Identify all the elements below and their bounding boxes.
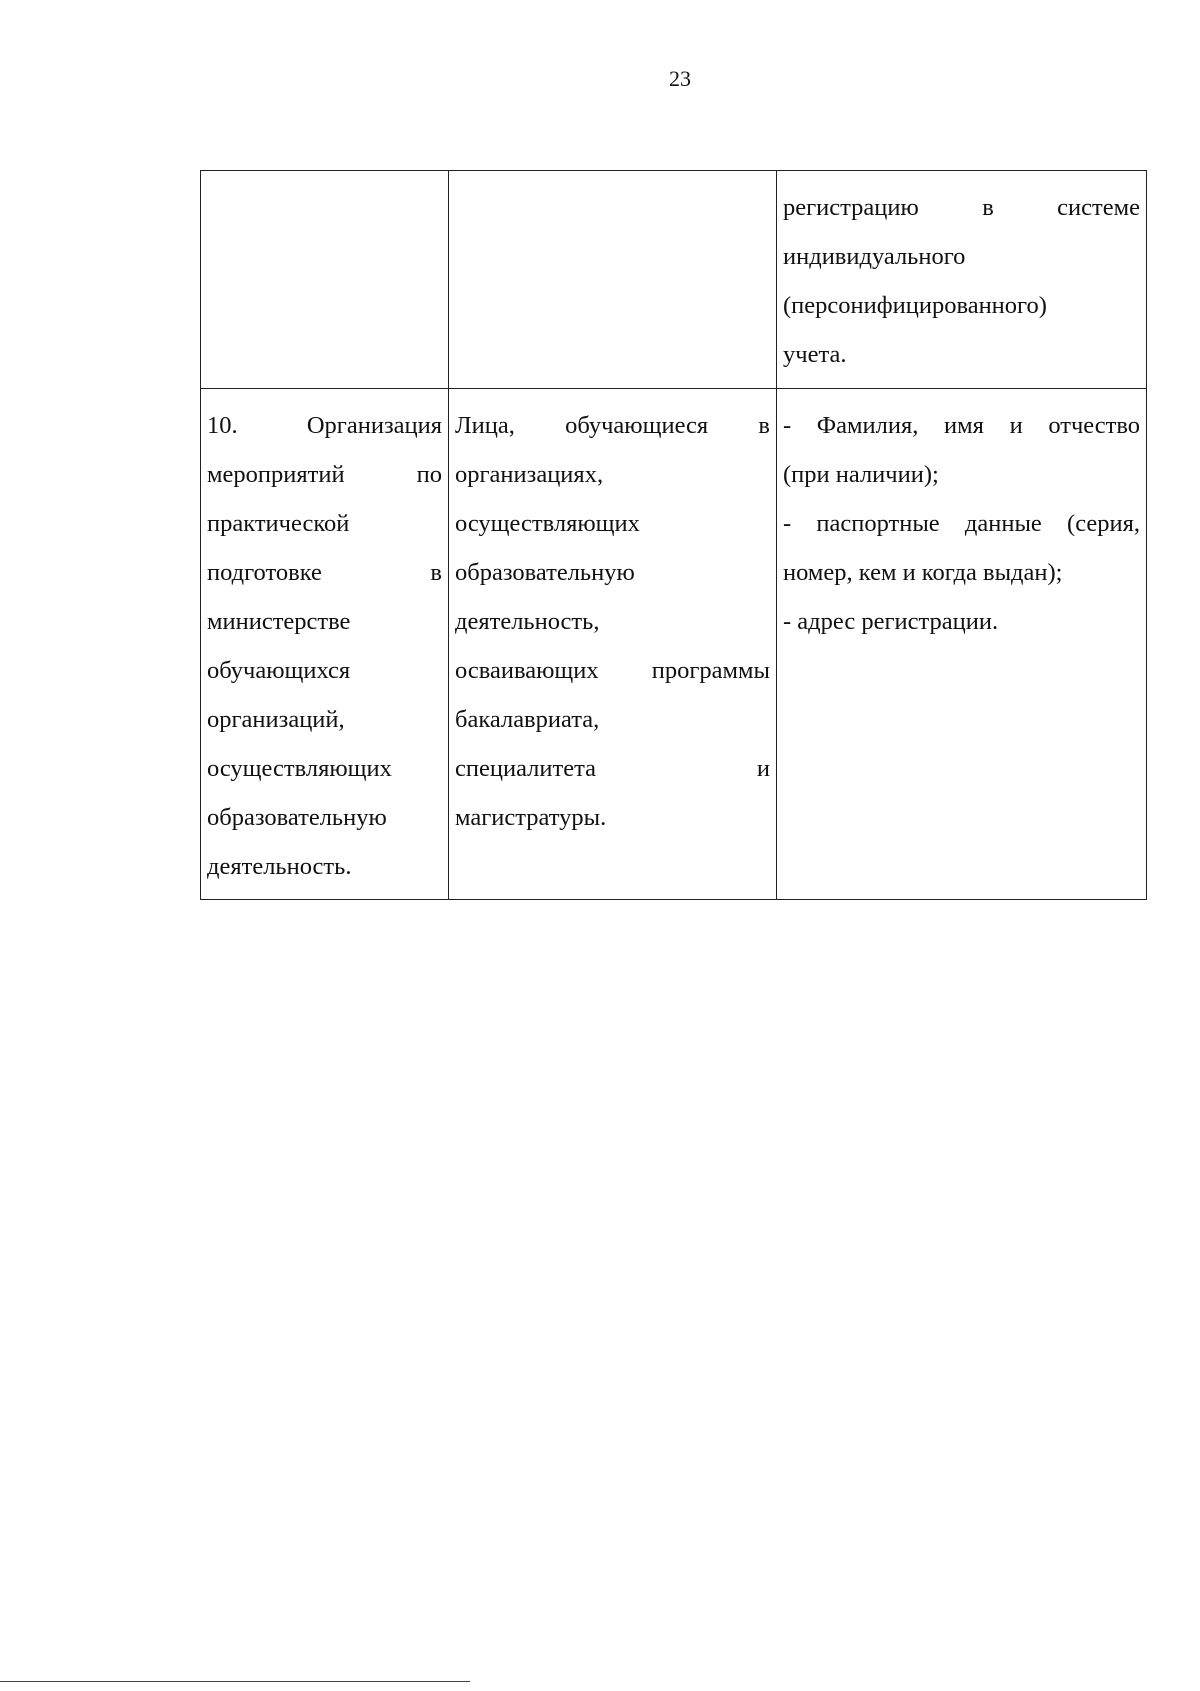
cell-line: бакалавриата,	[455, 706, 600, 733]
cell-line: образовательную	[455, 559, 635, 586]
cell-line: (персонифицированного)	[783, 292, 1047, 319]
cell-line: - паспортные данные (серия,	[783, 510, 1140, 537]
table-cell	[201, 389, 449, 900]
cell-line: образовательную	[207, 804, 387, 831]
table-cell	[777, 171, 1147, 389]
footer-rule	[0, 1681, 470, 1682]
cell-line: магистратуры.	[455, 804, 607, 831]
table-row	[201, 171, 1147, 389]
table-cell	[449, 171, 777, 389]
cell-line: 10. Организация	[207, 412, 442, 439]
cell-line: специалитета и	[455, 755, 770, 782]
cell-line: организаций,	[207, 706, 345, 733]
cell-line: индивидуального	[783, 243, 966, 270]
cell-line: осваивающих программы	[455, 657, 770, 684]
cell-line: учета.	[783, 341, 847, 368]
cell-line: обучающихся	[207, 657, 351, 684]
table-cell	[201, 171, 449, 389]
cell-line: подготовке в	[207, 559, 442, 586]
cell-line: (при наличии);	[783, 461, 939, 488]
table-cell	[449, 389, 777, 900]
cell-line: мероприятий по	[207, 461, 442, 488]
cell-line: номер, кем и когда выдан);	[783, 559, 1063, 586]
cell-line: осуществляющих	[455, 510, 640, 537]
cell-line: - Фамилия, имя и отчество	[783, 412, 1140, 439]
cell-line: организациях,	[455, 461, 604, 488]
cell-line: практической	[207, 510, 350, 537]
cell-line: деятельность.	[207, 853, 352, 880]
cell-line: осуществляющих	[207, 755, 392, 782]
cell-line: - адрес регистрации.	[783, 608, 999, 635]
cell-line: министерстве	[207, 608, 351, 635]
cell-line: регистрацию в системе	[783, 194, 1140, 221]
cell-line: деятельность,	[455, 608, 600, 635]
table-row	[201, 389, 1147, 900]
cell-line: Лица, обучающиеся в	[455, 412, 770, 439]
table-cell	[777, 389, 1147, 900]
page-number: 23	[669, 66, 691, 91]
document-table	[200, 170, 1147, 900]
